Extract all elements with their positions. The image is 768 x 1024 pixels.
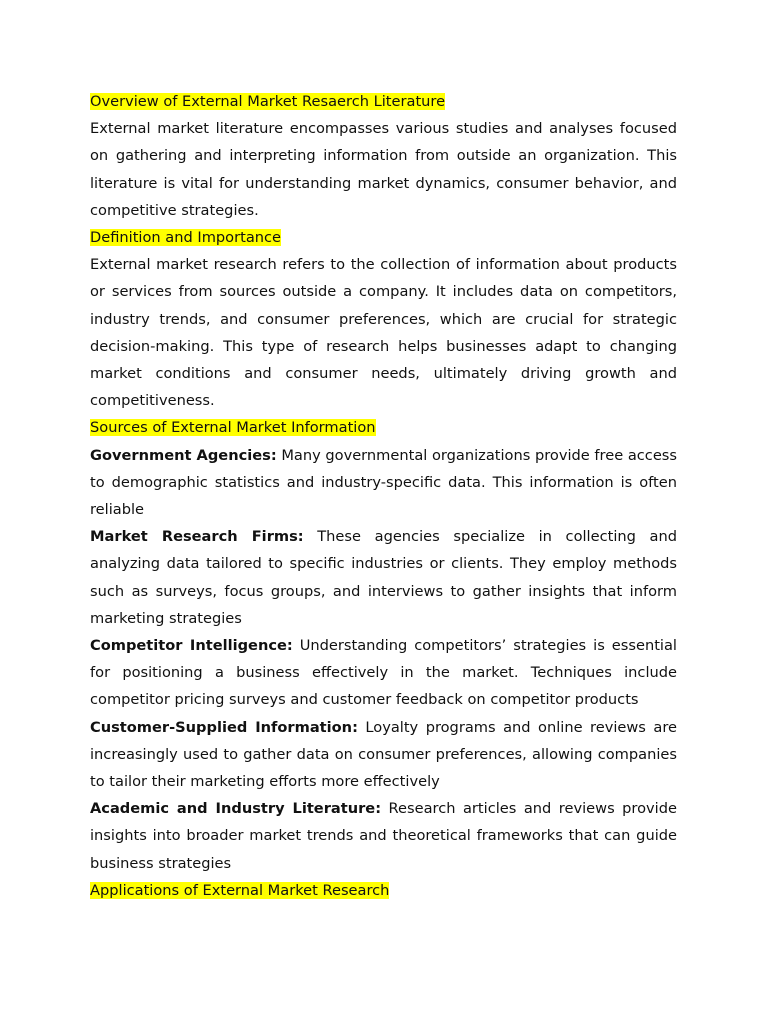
source-text: Understanding competitors’ strategies is essential for positioning a business effectively in the market. Techniques include competitor pricing surveys and customer feedback on competitor products: [90, 637, 677, 709]
source-lead: Market Research Firms:: [90, 528, 304, 546]
source-lead: Customer-Supplied Information:: [90, 718, 358, 736]
source-government-agencies: [90, 442, 677, 524]
section-heading-sources: Sources of External Market Information: [90, 419, 376, 437]
source-market-research-firms: [90, 523, 677, 632]
source-competitor-intelligence: [90, 632, 677, 714]
section-heading-applications: Applications of External Market Research: [90, 881, 390, 899]
source-academic-industry-literature: [90, 795, 677, 877]
source-lead: Government Agencies:: [90, 446, 277, 464]
definition-paragraph: External market research refers to the collection of information about products or services from sources outside a company. It includes data on competitors, industry trends, and consumer preferences, which are crucial for strategic decision-making. This type of research helps businesses adapt to changing market conditions and consumer needs, ultimately driving growth and competitiveness.: [90, 256, 677, 410]
source-text: Many governmental organizations provide free access to demographic statistics and industry-specific data. This information is often reliable: [90, 446, 678, 519]
source-lead: Competitor Intelligence:: [90, 637, 293, 655]
source-customer-supplied-information: [90, 714, 677, 796]
source-text: These agencies specialize in collecting and analyzing data tailored to specific industries or clients. They employ methods such as surveys, focus groups, and interviews to gather insights that inform marketing strategies: [90, 528, 677, 627]
source-text: Research articles and reviews provide insights into broader market trends and theoretical frameworks that can guide business strategies: [90, 800, 677, 872]
section-heading-overview: Overview of External Market Resaerch Literature: [90, 93, 446, 110]
document-page: [90, 88, 677, 904]
source-lead: Academic and Industry Literature:: [90, 800, 382, 818]
section-heading-definition: Definition and Importance: [90, 229, 282, 247]
overview-paragraph: External market literature encompasses various studies and analyses focused on gathering and interpreting information from outside an organization. This literature is vital for understanding market dynamics, consumer behavior, and competitive strategies.: [90, 120, 677, 219]
source-text: Loyalty programs and online reviews are increasingly used to gather data on consumer preferences, allowing companies to tailor their marketing efforts more effectively: [90, 718, 678, 791]
